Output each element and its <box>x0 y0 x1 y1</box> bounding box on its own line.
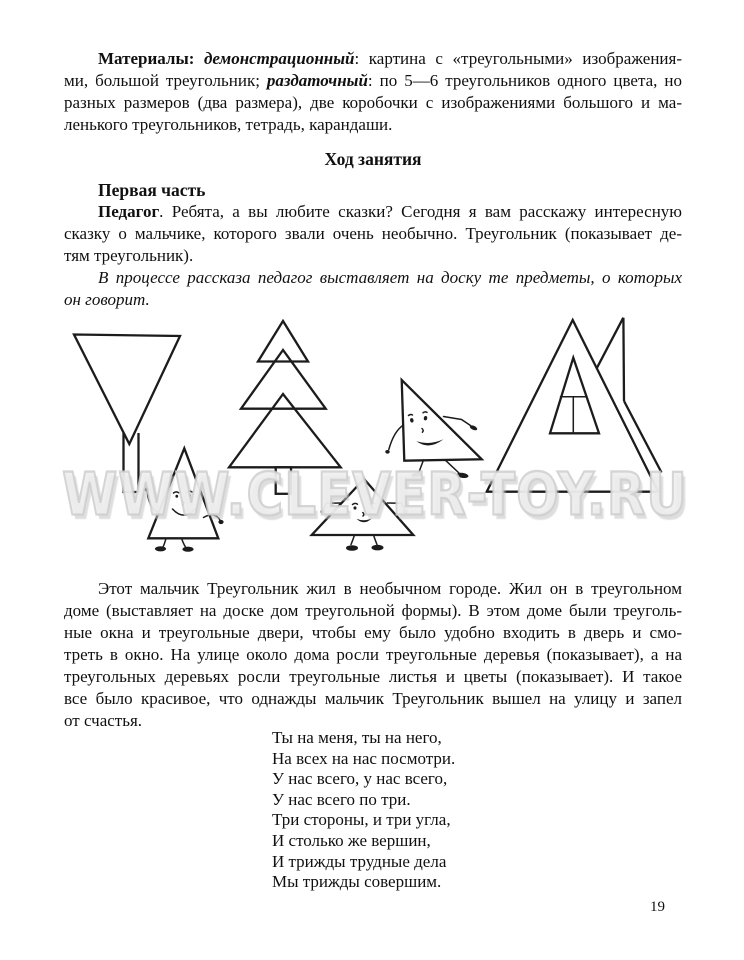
inverted-triangle-tree-icon <box>74 335 180 493</box>
text-line: В процессе рассказа педагог выставляет на доску те предметы, о которых <box>98 268 682 287</box>
poem <box>272 728 455 893</box>
triangle-boy-small-icon <box>145 448 224 552</box>
stage-note-paragraph <box>64 267 682 311</box>
text-line: треугольных деревьях росли треугольные листья и цветы (показывает). И такое <box>64 667 682 686</box>
poem-line: И столько же вершин, <box>272 830 431 850</box>
text-line: ленького треугольников, тетрадь, карандаши. <box>64 115 393 134</box>
poem-line: И трижды трудные дела <box>272 851 447 871</box>
story-paragraph <box>64 578 682 732</box>
poem-line: На всех на нас посмотри. <box>272 748 456 768</box>
text-line: тям треугольник). <box>64 246 194 265</box>
text-line: все было красивое, что однажды мальчик Треугольник вышел на улицу и запел <box>64 689 682 708</box>
text-line: сказку о мальчике, которого звали очень необычно. Треугольник (показывает де- <box>64 224 682 243</box>
page-number: 19 <box>650 899 665 915</box>
poem-line: Три стороны, и три угла, <box>272 810 451 830</box>
text-line: разных размеров (два размера), две коробочки с изображениями большого и ма- <box>64 93 682 112</box>
text-line: Педагог. Ребята, а вы любите сказки? Сегодня я вам расскажу интересную <box>98 202 682 221</box>
triangle-character-wide-icon <box>312 479 414 551</box>
text-line: он говорит. <box>64 290 150 309</box>
section-heading: Ход занятия <box>324 149 422 169</box>
watermark: WWW.CLEVER-TOY.RU <box>62 460 688 529</box>
poem-line: У нас всего по три. <box>272 789 411 809</box>
poem-line: Ты на меня, ты на него, <box>272 728 442 747</box>
materials-paragraph <box>64 48 682 136</box>
triangle-town-illustration <box>60 312 700 564</box>
fir-tree-icon <box>229 321 341 494</box>
triangle-house-icon <box>487 320 659 492</box>
text-line: доме (выставляет на доске дом треугольной формы). В этом доме были треуголь- <box>64 601 682 620</box>
poem-line: У нас всего, у нас всего, <box>272 769 448 789</box>
text-line: Материалы: демонстрационный: картина с «треугольными» изображения- <box>98 49 683 68</box>
background-tree-icon <box>597 318 662 473</box>
part-subheading: Первая часть <box>98 180 206 200</box>
teacher-paragraph <box>64 201 682 267</box>
triangle-character-right-icon <box>385 380 481 479</box>
text-line: Этот мальчик Треугольник жил в необычном городе. Жил он в треугольном <box>98 579 682 598</box>
text-line: от счастья. <box>64 711 143 730</box>
poem-line: Мы трижды совершим. <box>272 872 442 892</box>
text-line: треть в окно. На улице около дома росли треугольные деревья (показывает), а на <box>64 645 682 664</box>
text-line: ми, большой треугольник; раздаточный: по 5—6 треугольников одного цвета, но <box>64 71 682 90</box>
text-line: ные окна и треугольные двери, чтобы ему было удобно входить в дверь и смо- <box>64 623 682 642</box>
